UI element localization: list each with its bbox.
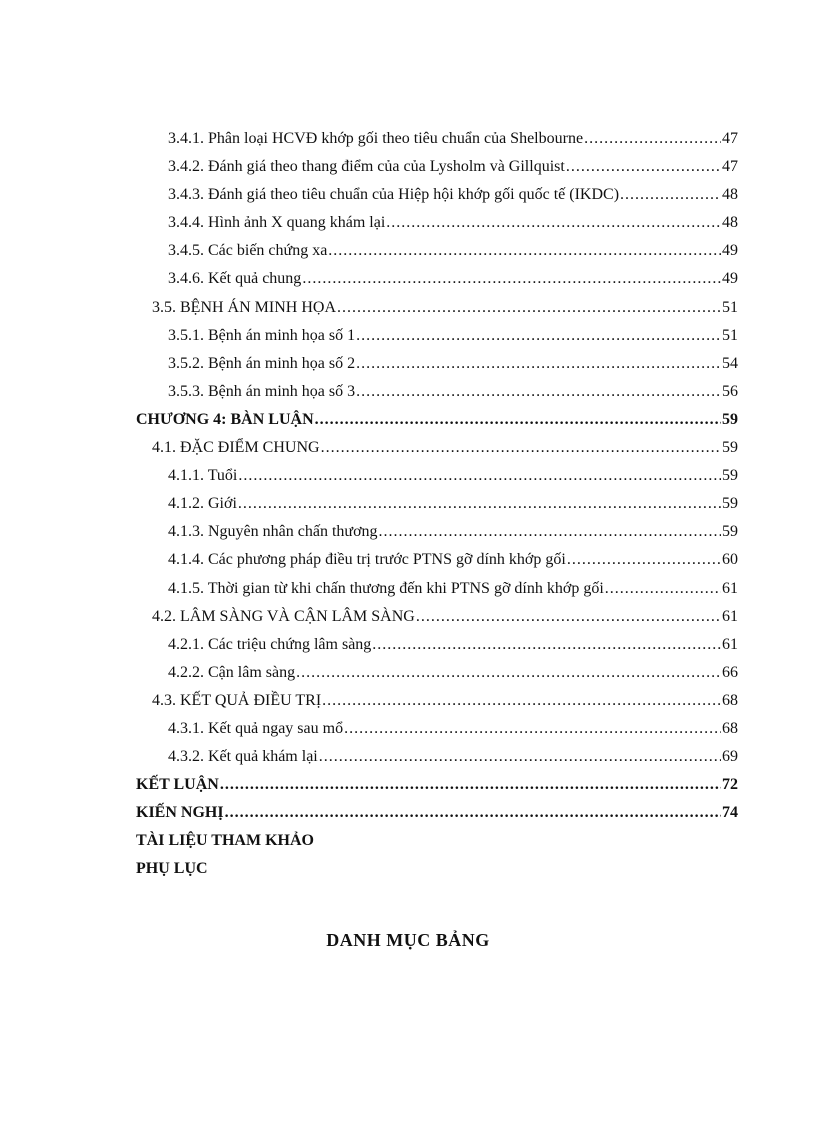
toc-entry[interactable] <box>136 608 738 636</box>
dot-leader <box>605 580 721 598</box>
dot-leader <box>319 748 721 766</box>
dot-leader <box>344 720 721 738</box>
toc-entry-label: 3.4.1. Phân loại HCVĐ khớp gối theo tiêu chuẩn của Shelbourne <box>168 130 584 147</box>
toc-entry-page: 48 <box>722 186 738 204</box>
toc-entry-page: 56 <box>722 382 738 400</box>
toc-entry-label: 3.4.5. Các biến chứng xa <box>168 242 328 260</box>
toc-entry-label: 3.5.2. Bệnh án minh họa số 2 <box>168 354 356 372</box>
dot-leader <box>356 327 721 345</box>
dot-leader <box>337 299 721 317</box>
toc-entry-page: 72 <box>722 776 738 794</box>
dot-leader <box>322 692 721 710</box>
dot-leader <box>416 608 721 626</box>
dot-leader <box>238 467 721 485</box>
section-heading: DANH MỤC BẢNG <box>326 930 490 950</box>
dot-leader <box>220 776 721 794</box>
toc-entry[interactable] <box>136 664 738 692</box>
toc-entry-label: 3.5. BỆNH ÁN MINH HỌA <box>152 298 336 316</box>
toc-entry-page: 51 <box>722 326 738 344</box>
toc-entry-label: 3.4.6. Kết quả chung <box>168 270 302 288</box>
dot-leader <box>328 242 721 260</box>
dot-leader <box>567 551 721 569</box>
toc-entry-page: 49 <box>722 270 738 288</box>
toc-entry-label: 4.1.1. Tuổi <box>168 467 238 485</box>
toc-entry-label: 4.3.1. Kết quả ngay sau mổ <box>168 719 344 737</box>
toc-entry-page: 68 <box>722 691 738 709</box>
toc-entry[interactable] <box>136 495 738 523</box>
dot-leader <box>386 214 721 232</box>
toc-entry-label: 3.4.4. Hình ảnh X quang khám lại <box>168 214 386 232</box>
toc-entry-label: 4.3. KẾT QUẢ ĐIỀU TRỊ <box>152 691 322 709</box>
toc-entry-page: 61 <box>722 579 738 597</box>
table-of-contents <box>136 130 738 889</box>
dot-leader <box>302 270 721 288</box>
toc-entry[interactable] <box>136 439 738 467</box>
toc-entry[interactable] <box>136 186 738 214</box>
toc-entry[interactable] <box>136 748 738 776</box>
toc-entry-label: 4.1. ĐẶC ĐIỂM CHUNG <box>152 439 320 457</box>
toc-entry-page: 59 <box>722 410 738 428</box>
toc-entry-label: 4.2.2. Cận lâm sàng <box>168 663 296 681</box>
toc-entry[interactable] <box>136 832 738 860</box>
toc-entry-page: 48 <box>722 214 738 232</box>
toc-entry-label: 4.1.3. Nguyên nhân chấn thương <box>168 523 378 541</box>
dot-leader <box>356 355 721 373</box>
toc-entry-page: 47 <box>722 158 738 176</box>
toc-entry[interactable] <box>136 580 738 608</box>
toc-entry[interactable] <box>136 720 738 748</box>
toc-entry-label: 3.5.1. Bệnh án minh họa số 1 <box>168 326 356 344</box>
toc-entry-page: 60 <box>722 551 738 569</box>
toc-entry[interactable] <box>136 411 738 439</box>
dot-leader <box>321 439 721 457</box>
dot-leader <box>379 523 721 541</box>
toc-entry[interactable] <box>136 804 738 832</box>
toc-entry[interactable] <box>136 523 738 551</box>
toc-entry[interactable] <box>136 860 738 888</box>
toc-entry-page: 61 <box>722 607 738 625</box>
toc-entry[interactable] <box>136 776 738 804</box>
dot-leader <box>238 495 721 513</box>
toc-entry[interactable] <box>136 636 738 664</box>
toc-entry[interactable] <box>136 299 738 327</box>
toc-entry[interactable] <box>136 158 738 186</box>
toc-entry[interactable] <box>136 355 738 383</box>
dot-leader <box>315 411 721 429</box>
toc-entry-page: 74 <box>722 804 738 822</box>
toc-entry-label: PHỤ LỤC <box>136 860 208 878</box>
toc-entry[interactable] <box>136 327 738 355</box>
toc-entry-label: KẾT LUẬN <box>136 776 219 794</box>
toc-entry-label: 4.1.5. Thời gian từ khi chấn thương đến khi PTNS gỡ dính khớp gối <box>168 579 604 597</box>
toc-entry-page: 59 <box>722 523 738 541</box>
toc-entry[interactable] <box>136 242 738 270</box>
dot-leader <box>296 664 721 682</box>
toc-entry-page: 59 <box>722 439 738 457</box>
toc-entry[interactable] <box>136 467 738 495</box>
toc-entry-page: 69 <box>722 748 738 766</box>
dot-leader <box>356 383 721 401</box>
toc-entry[interactable] <box>136 270 738 298</box>
toc-entry-page: 54 <box>722 354 738 372</box>
toc-entry[interactable] <box>136 130 738 158</box>
toc-entry-page: 66 <box>722 663 738 681</box>
toc-entry-page: 68 <box>722 719 738 737</box>
toc-entry-label: 3.4.3. Đánh giá theo tiêu chuẩn của Hiệp hội khớp gối quốc tế (IKDC) <box>168 186 620 204</box>
toc-entry[interactable] <box>136 551 738 579</box>
toc-entry[interactable] <box>136 214 738 242</box>
toc-entry[interactable] <box>136 692 738 720</box>
dot-leader <box>584 130 721 148</box>
toc-entry-label: TÀI LIỆU THAM KHẢO <box>136 832 314 850</box>
dot-leader <box>566 158 721 176</box>
toc-entry[interactable] <box>136 383 738 411</box>
toc-entry-label: 3.5.3. Bệnh án minh họa số 3 <box>168 382 356 400</box>
toc-entry-label: 3.4.2. Đánh giá theo thang điểm của của Lysholm và Gillquist <box>168 158 565 176</box>
toc-entry-label: 4.2. LÂM SÀNG VÀ CẬN LÂM SÀNG <box>152 607 415 625</box>
toc-entry-label: 4.3.2. Kết quả khám lại <box>168 748 318 766</box>
toc-entry-label: 4.2.1. Các triệu chứng lâm sàng <box>168 635 372 653</box>
toc-entry-label: 4.1.4. Các phương pháp điều trị trước PTNS gỡ dính khớp gối <box>168 551 566 569</box>
dot-leader <box>372 636 721 654</box>
toc-entry-page: 59 <box>722 495 738 513</box>
toc-entry-page: 59 <box>722 467 738 485</box>
toc-entry-page: 47 <box>722 130 738 147</box>
toc-entry-page: 61 <box>722 635 738 653</box>
toc-entry-label: KIẾN NGHỊ <box>136 804 224 822</box>
toc-entry-page: 51 <box>722 298 738 316</box>
dot-leader <box>225 804 721 822</box>
toc-entry-label: 4.1.2. Giới <box>168 495 237 513</box>
dot-leader <box>620 186 721 204</box>
toc-entry-page: 49 <box>722 242 738 260</box>
toc-entry-label: CHƯƠNG 4: BÀN LUẬN <box>136 410 314 428</box>
